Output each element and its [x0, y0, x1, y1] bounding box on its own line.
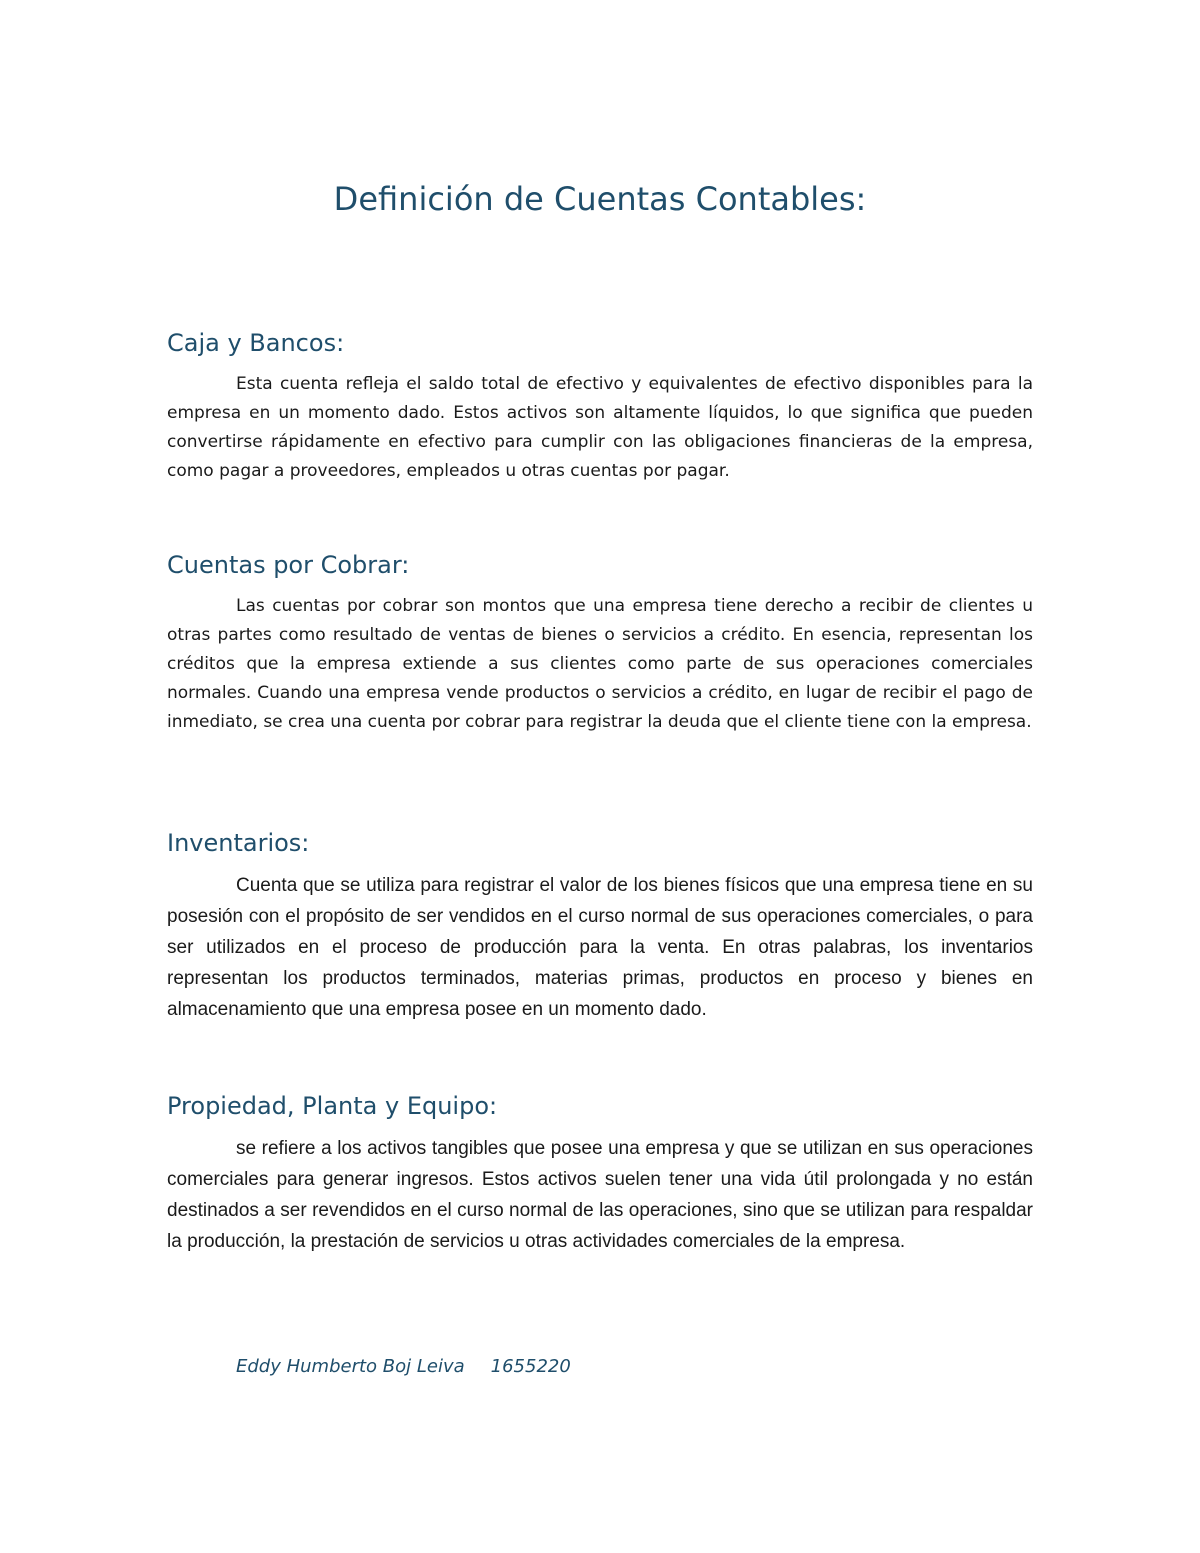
section-body: Las cuentas por cobrar son montos que una empresa tiene derecho a recibir de clientes u otras partes como resultado de ventas de bienes o servicios a crédito. En esencia, representan los créditos que la empresa extiende a sus clientes como parte de sus operaciones comerciales normales. Cuando una empresa vende productos o servicios a crédito, en lugar de recibir el pago de inmediato, se crea una cuenta por cobrar para registrar la deuda que el cliente tiene con la empresa. — [167, 595, 1033, 732]
section-body: se refiere a los activos tangibles que posee una empresa y que se utilizan en sus operaciones comerciales para generar ingresos. Estos activos suelen tener una vida útil prolongada y no están destinados a ser revendidos en el curso normal de las operaciones, sino que se utilizan para respaldar la producción, la prestación de servicios u otras actividades comerciales de la empresa. — [167, 1137, 1033, 1252]
section-heading: Cuentas por Cobrar: — [167, 551, 410, 579]
section-inventarios — [167, 829, 1033, 1025]
section-heading: Propiedad, Planta y Equipo: — [167, 1092, 498, 1120]
author-name: Eddy Humberto Boj Leiva — [236, 1356, 465, 1377]
author-id: 1655220 — [490, 1356, 571, 1377]
section-body: Esta cuenta refleja el saldo total de efectivo y equivalentes de efectivo disponibles para la empresa en un momento dado. Estos activos son altamente líquidos, lo que significa que pueden convertirse rápidamente en efectivo para cumplir con las obligaciones financieras de la empresa, como pagar a proveedores, empleados u otras cuentas por pagar. — [167, 373, 1033, 481]
section-heading: Caja y Bancos: — [167, 329, 345, 357]
document-title: Definición de Cuentas Contables: — [333, 180, 867, 218]
section-propiedad-planta-equipo — [167, 1092, 1033, 1257]
section-cuentas-por-cobrar — [167, 551, 1033, 737]
section-body: Cuenta que se utiliza para registrar el valor de los bienes físicos que una empresa tiene en su posesión con el propósito de ser vendidos en el curso normal de sus operaciones comerciales, o para ser utilizados en el proceso de producción para la venta. En otras palabras, los inventarios representan los productos terminados, materias primas, productos en proceso y bienes en almacenamiento que una empresa posee en un momento dado. — [167, 874, 1033, 1020]
section-heading: Inventarios: — [167, 829, 310, 857]
section-caja-y-bancos — [167, 329, 1033, 486]
author-signature — [236, 1356, 571, 1377]
